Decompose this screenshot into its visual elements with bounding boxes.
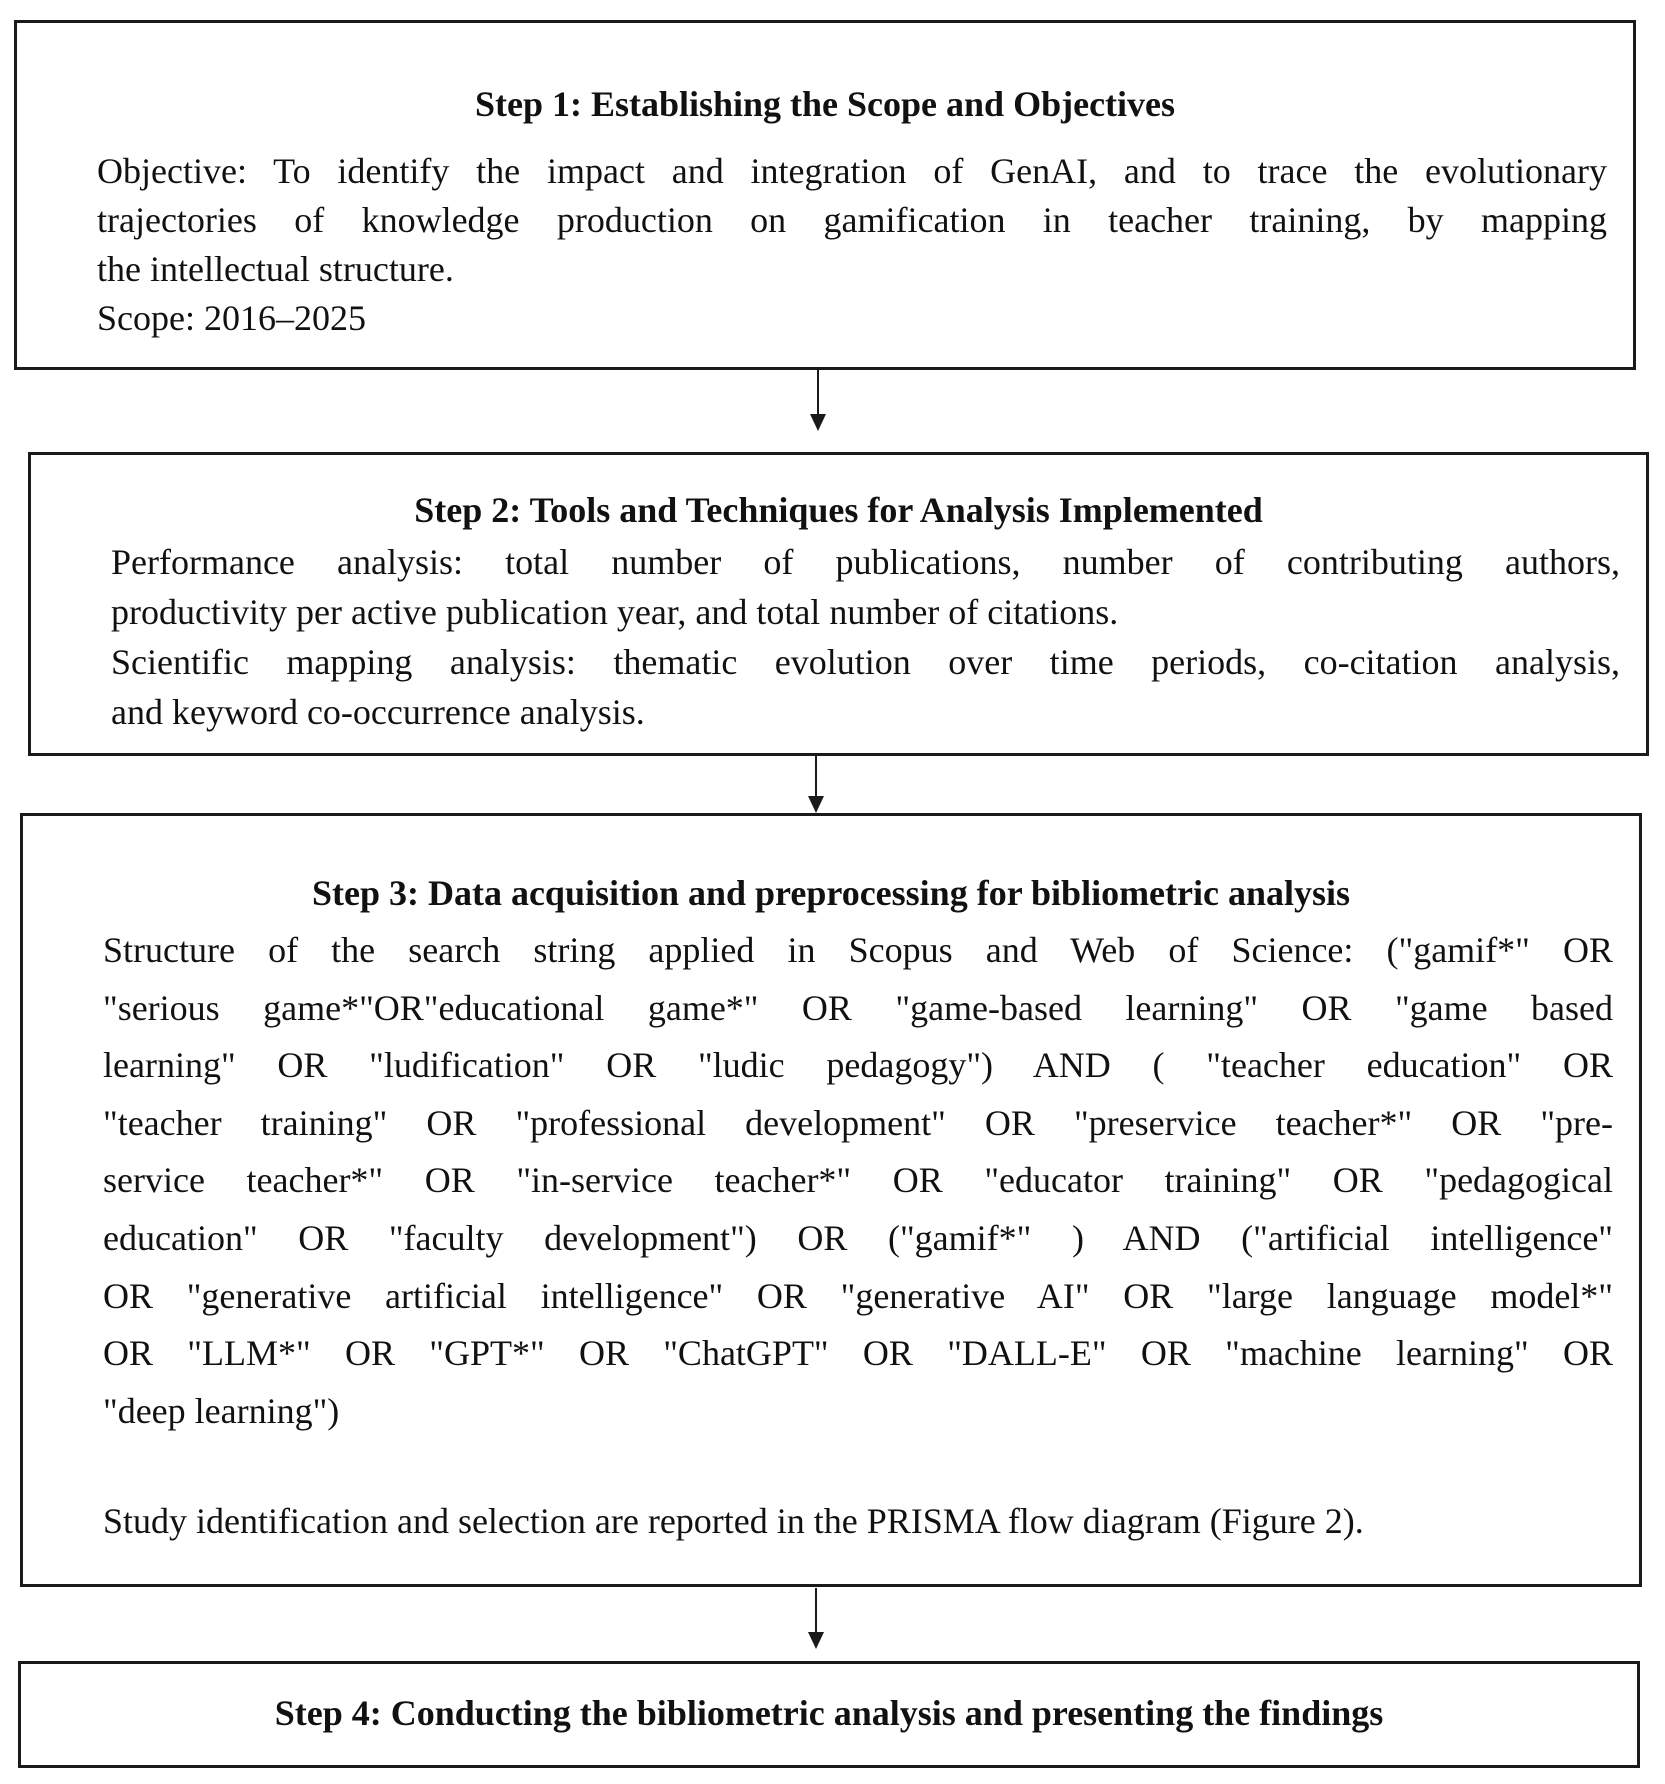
step-3-line: learning" OR "ludification" OR "ludic pedagogy") AND ( "teacher education" OR — [103, 1045, 1613, 1086]
step-4-title: Step 4: Conducting the bibliometric analysis and presenting the findings — [274, 1693, 1384, 1733]
step-2-box — [28, 452, 1649, 756]
step-3-line: Structure of the search string applied in Scopus and Web of Science: ("gamif*" OR — [103, 930, 1613, 970]
step-3-title: Step 3: Data acquisition and preprocessing for bibliometric analysis — [311, 873, 1351, 913]
step-2-line: productivity per active publication year, and total number of citations. — [111, 592, 1119, 632]
step-3-box — [20, 813, 1642, 1587]
step-3-line: "teacher training" OR "professional development" OR "preservice teacher*" OR "pre- — [103, 1102, 1613, 1143]
step-3-line: "serious game*"OR"educational game*" OR "game-based learning" OR "game based — [103, 987, 1613, 1028]
step-4-box — [18, 1661, 1640, 1768]
arrow-down-1 — [808, 370, 828, 432]
step-1-line: the intellectual structure. — [97, 249, 454, 289]
step-3-line: education" OR "faculty development") OR ("gamif*" ) AND ("artificial intelligence" — [103, 1217, 1613, 1258]
step-1-line: Objective: To identify the impact and integration of GenAI, and to trace the evolutionary — [97, 151, 1607, 191]
step-2-title: Step 2: Tools and Techniques for Analysis Implemented — [414, 490, 1263, 530]
step-2-line: Performance analysis: total number of publications, number of contributing authors, — [111, 542, 1620, 582]
step-1-box — [14, 20, 1636, 370]
step-3-line: service teacher*" OR "in-service teacher*" OR "educator training" OR "pedagogical — [103, 1160, 1613, 1201]
step-1-line: trajectories of knowledge production on gamification in teacher training, by mapping — [97, 200, 1607, 240]
step-1-content — [97, 147, 1607, 343]
arrow-down-2 — [806, 756, 826, 814]
step-3-line: OR "LLM*" OR "GPT*" OR "ChatGPT" OR "DALL-E" OR "machine learning" OR — [103, 1333, 1613, 1374]
step-2-line: Scientific mapping analysis: thematic evolution over time periods, co-citation analysis, — [111, 642, 1620, 682]
step-1-scope: Scope: 2016–2025 — [97, 298, 366, 338]
step-2-content — [111, 537, 1620, 737]
arrow-down-3 — [806, 1588, 826, 1650]
step-3-content — [103, 922, 1613, 1440]
step-3-line: OR "generative artificial intelligence" OR "generative AI" OR "large language model*" — [103, 1275, 1613, 1316]
step-2-line: and keyword co-occurrence analysis. — [111, 692, 645, 732]
step-3-line: "deep learning") — [103, 1390, 340, 1431]
step-1-title: Step 1: Establishing the Scope and Objectives — [474, 84, 1176, 124]
step-3-note: Study identification and selection are reported in the PRISMA flow diagram (Figure 2). — [103, 1501, 1364, 1541]
